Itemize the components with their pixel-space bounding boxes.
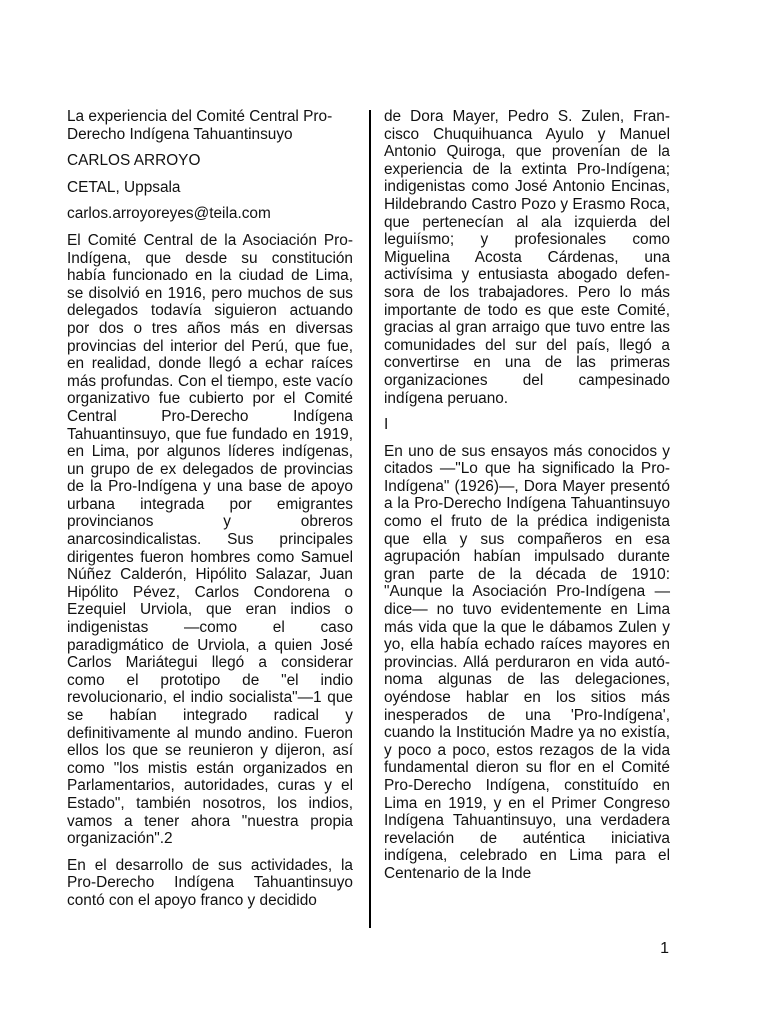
column-divider [369,110,371,928]
page-number: 1 [660,940,669,957]
right-column [384,108,670,892]
author-name: CARLOS ARROYO [67,152,201,170]
left-column [67,108,353,919]
author-email: carlos.arroyoreyes@teila.com [67,205,271,223]
body-paragraph: En el desarrollo de sus actividades, la Pro-Derecho Indígena Tahuantinsuyo contó con el apoyo franco y decidido [67,856,353,909]
body-paragraph: de Dora Mayer, Pedro S. Zulen, Francisco Chuquihuanca Ayulo y Manuel Antonio Quiroga, que provenían de la experiencia de la extinta Pro-Indígena; indigenistas como José Antonio Encinas, Hildebrando Castro Pozo y Erasmo Roca, que pertenecían al ala izquierda del leguiísmo; y profesionales como Miguelina Acosta Cárdenas, una activísima y entusiasta abogado defensora de los trabajadores. Pero lo más importante de todo es que este Comité, gracias al gran arraigo que tuvo entre las comunidades del sur del país, llegó a convertirse en una de las primeras organizaciones del campesinado indígena peruano. [384,108,670,407]
body-paragraph: El Comité Central de la Asociación Pro-Indígena, que desde su constitución había funcionado en la ciudad de Lima, se disolvió en 1916, pero muchos de sus delegados todavía siguieron actuando por dos o tres años más en diversas provincias del interior del Perú, que fue, en realidad, donde llegó a echar raíces más profundas. Con el tiempo, este vacío organizativo fue cubierto por el Comité Central Pro-Derecho Indígena Tahuantinsuyo, que fue fundado en 1919, en Lima, por algunos líderes indígenas, un grupo de ex delegados de provincias de la Pro-Indígena y una base de apoyo urbana integrada por emigrantes provincianos y obreros anarcosindicalistas. Sus principales dirigentes fueron hombres como Samuel Núñez Calderón, Hipólito Salazar, Juan Hipólito Pévez, Carlos Condorena o Ezequiel Urviola, que eran indios o indigenistas —como el caso paradigmático de Urviola, a quien José Carlos Mariátegui llegó a considerar como el prototipo de "el indio revolucionario, el indio socialista"—1 que se habían integrado radical y definitivamente al mundo andino. Fueron ellos los que se reunieron y dijeron, así como "los mistis están organizados en Parlamentarios, autoridades, curas y el Estado", también nosotros, los indios, vamos a tener ahora "nuestra propia organización".2 [67,231,353,848]
article-title: La experiencia del Comité Central Pro-Derecho Indígena Tahuantinsuyo [67,108,333,143]
author-affiliation: CETAL, Uppsala [67,178,181,196]
body-paragraph: En uno de sus ensayos más conocidos y citados —"Lo que ha significado la Pro-Indígena" (1926)—, Dora Mayer presentó a la Pro-Derecho Indígena Tahuantinsuyo como el fruto de la prédica indigenista que ella y sus compañeros en esa agrupación habían impulsado durante gran parte de la década de 1910: "Aunque la Asociación Pro-Indígena —dice— no tuvo evidentemente en Lima más vida que la que le dábamos Zulen y yo, ella había echado raíces mayores en provincias. Allá perduraron en vida autónoma algunas de las delegaciones, oyéndose hablar en los sitios más inesperados de una 'Pro-Indígena', cuando la Institución Madre ya no existía, y poco a poco, estos rezagos de la vida fundamental dieron su flor en el Comité Pro-Derecho Indígena, constituído en Lima en 1919, y en el Primer Congreso Indígena Tahuantinsuyo, una verdadera revelación de auténtica iniciativa indígena, celebrado en Lima para el Centenario de la Inde [384,442,670,882]
section-heading: I [384,416,389,434]
